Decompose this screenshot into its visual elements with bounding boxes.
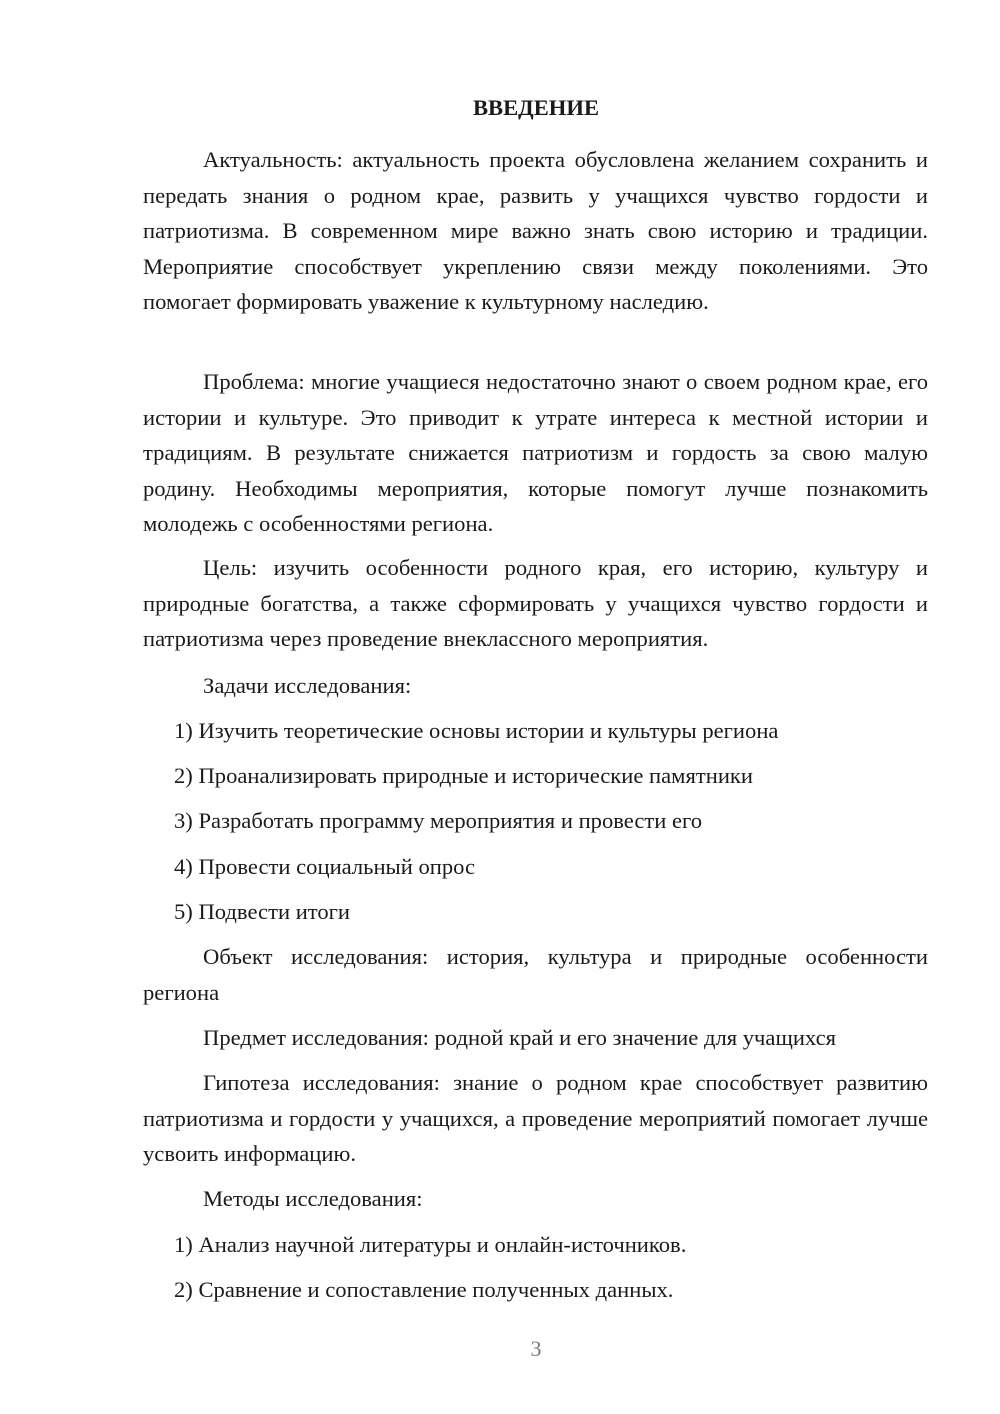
method-item: 1) Анализ научной литературы и онлайн-источников. [174, 1232, 687, 1257]
relevance-paragraph: Актуальность: актуальность проекта обусловлена желанием сохранить и передать знания о родном крае, развить у учащихся чувство гордости и патриотизма. В современном мире важно знать свою историю и традиции. Мероприятие способствует укреплению связи между поколениями. Это помогает формировать уважение к культурному наследию. [143, 147, 928, 315]
tasks-heading: Задачи исследования: [203, 673, 412, 698]
page-title: ВВЕДЕНИЕ [472, 95, 600, 120]
task-item: 5) Подвести итоги [174, 899, 351, 924]
subject-paragraph: Предмет исследования: родной край и его значение для учащихся [203, 1025, 836, 1050]
problem-paragraph: Проблема: многие учащиеся недостаточно знают о своем родном крае, его истории и культуре. Это приводит к утрате интереса к местной истории и традициям. В результате снижается патриотизм и гордость за свою малую родину. Необходимы мероприятия, которые помогут лучше познакомить молодежь с особенностями региона. [143, 369, 928, 537]
goal-paragraph: Цель: изучить особенности родного края, его историю, культуру и природные богатства, а также сформировать у учащихся чувство гордости и патриотизма через проведение внеклассного мероприятия. [143, 555, 928, 652]
task-item: 1) Изучить теоретические основы истории и культуры региона [174, 718, 779, 743]
hypothesis-paragraph: Гипотеза исследования: знание о родном крае способствует развитию патриотизма и гордости у учащихся, а проведение мероприятий помогает лучше усвоить информацию. [143, 1070, 928, 1167]
method-item: 2) Сравнение и сопоставление полученных данных. [174, 1277, 674, 1302]
object-paragraph: Объект исследования: история, культура и природные особенности региона [143, 944, 928, 1005]
methods-heading: Методы исследования: [203, 1186, 423, 1211]
task-item: 3) Разработать программу мероприятия и провести его [174, 808, 703, 833]
task-item: 4) Провести социальный опрос [174, 854, 476, 879]
task-item: 2) Проанализировать природные и исторические памятники [174, 763, 753, 788]
page-number: 3 [530, 1336, 542, 1361]
